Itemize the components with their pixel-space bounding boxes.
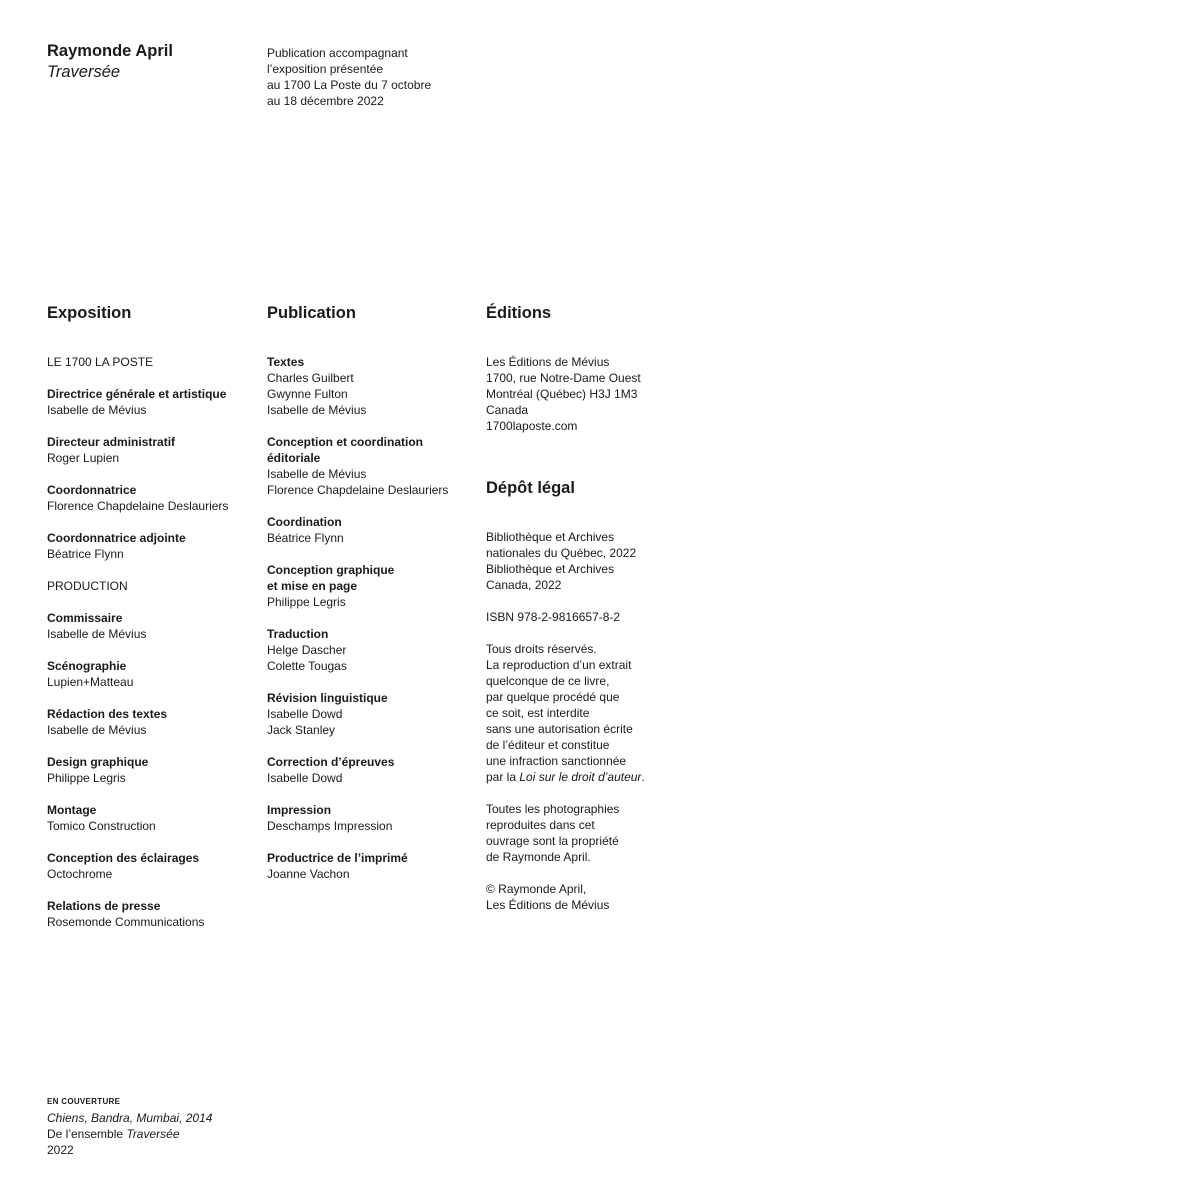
credit-name: Philippe Legris (47, 771, 126, 785)
address-line: Les Éditions de Mévius (486, 355, 610, 369)
isbn: ISBN 978-2-9816657-8-2 (486, 610, 621, 624)
credit-name: Isabelle de Mévius (47, 403, 147, 417)
credit-role: Traduction (267, 627, 329, 641)
library-line: Bibliothèque et Archives (486, 530, 615, 544)
credit-role: Conception et coordination (267, 435, 423, 449)
credit-name: Octochrome (47, 867, 113, 881)
credit-name: Florence Chapdelaine Deslauriers (47, 499, 229, 513)
credit-role: Relations de presse (47, 899, 161, 913)
depot-legal-text (486, 529, 686, 913)
credit-role: Productrice de l’imprimé (267, 851, 408, 865)
library-line: Canada, 2022 (486, 578, 562, 592)
credit-name: Jack Stanley (267, 723, 336, 737)
credit-role: Impression (267, 803, 332, 817)
cover-year: 2022 (47, 1143, 74, 1157)
credit-name: Isabelle de Mévius (47, 723, 147, 737)
credit-role: Montage (47, 803, 97, 817)
address-line: 1700, rue Notre-Dame Ouest (486, 371, 641, 385)
credit-name: Isabelle Dowd (267, 771, 343, 785)
credit-name: Isabelle de Mévius (267, 467, 367, 481)
cover-work-title: Chiens, Bandra, Mumbai, 2014 (47, 1111, 213, 1125)
cover-credit (47, 1094, 212, 1158)
rights-line: Tous droits réservés. (486, 642, 597, 656)
copyright-line: Les Éditions de Mévius (486, 898, 610, 912)
credit-role: Commissaire (47, 611, 123, 625)
credit-role: et mise en page (267, 579, 358, 593)
copyright-line: © Raymonde April, (486, 882, 587, 896)
credit-role: Directeur administratif (47, 435, 176, 449)
rights-line: ce soit, est interdite (486, 706, 590, 720)
credit-name: Charles Guilbert (267, 371, 354, 385)
publication-note-line: au 18 décembre 2022 (267, 94, 384, 108)
heading-depot-legal: Dépôt légal (486, 479, 575, 497)
credit-name: Rosemonde Communications (47, 915, 205, 929)
credit-role: Coordonnatrice adjointe (47, 531, 186, 545)
credit-role: Conception graphique (267, 563, 395, 577)
credit-name: Isabelle de Mévius (47, 627, 147, 641)
credit-role: éditoriale (267, 451, 321, 465)
credit-name: Deschamps Impression (267, 819, 393, 833)
credit-name: Isabelle de Mévius (267, 403, 367, 417)
credit-role: Révision linguistique (267, 691, 388, 705)
credit-name: Béatrice Flynn (47, 547, 124, 561)
credit-name: Roger Lupien (47, 451, 120, 465)
credit-role: Design graphique (47, 755, 149, 769)
library-line: nationales du Québec, 2022 (486, 546, 637, 560)
rights-prefix: par la (486, 770, 520, 784)
heading-editions: Éditions (486, 304, 552, 322)
rights-line: quelconque de ce livre, (486, 674, 610, 688)
photos-line: reproduites dans cet (486, 818, 595, 832)
website-link[interactable]: 1700laposte.com (486, 419, 578, 433)
book-title: Traversée (47, 63, 121, 81)
cover-label: EN COUVERTURE (47, 1097, 121, 1106)
section-label: LE 1700 LA POSTE (47, 355, 154, 369)
rights-line: La reproduction d’un extrait (486, 658, 632, 672)
credit-role: Textes (267, 355, 305, 369)
photos-line: de Raymonde April. (486, 850, 591, 864)
photos-line: Toutes les photographies (486, 802, 620, 816)
publication-note (267, 45, 467, 109)
rights-line: une infraction sanctionnée (486, 754, 627, 768)
credit-role: Directrice générale et artistique (47, 387, 227, 401)
publication-note-line: au 1700 La Poste du 7 octobre (267, 78, 432, 92)
law-title: Loi sur le droit d’auteur (519, 770, 642, 784)
credit-name: Florence Chapdelaine Deslauriers (267, 483, 449, 497)
exposition-credits (47, 354, 257, 930)
publication-credits (267, 354, 477, 882)
library-line: Bibliothèque et Archives (486, 562, 615, 576)
credit-role: Rédaction des textes (47, 707, 168, 721)
photos-line: ouvrage sont la propriété (486, 834, 619, 848)
credit-name: Tomico Construction (47, 819, 156, 833)
section-label: PRODUCTION (47, 579, 128, 593)
rights-suffix: . (641, 770, 645, 784)
credit-name: Gwynne Fulton (267, 387, 348, 401)
credit-role: Scénographie (47, 659, 127, 673)
rights-line: de l’éditeur et constitue (486, 738, 610, 752)
address-line: Canada (486, 403, 529, 417)
publication-note-line: l’exposition présentée (267, 62, 384, 76)
rights-line: sans une autorisation écrite (486, 722, 633, 736)
publication-note-line: Publication accompagnant (267, 46, 408, 60)
heading-publication: Publication (267, 304, 356, 322)
rights-line-last (486, 769, 686, 785)
credit-name: Béatrice Flynn (267, 531, 344, 545)
credit-role: Conception des éclairages (47, 851, 200, 865)
credit-name: Lupien+Matteau (47, 675, 134, 689)
credit-role: Correction d’épreuves (267, 755, 395, 769)
credit-name: Isabelle Dowd (267, 707, 343, 721)
rights-line: par quelque procédé que (486, 690, 620, 704)
author-name: Raymonde April (47, 42, 173, 60)
cover-series-title: Traversée (126, 1127, 180, 1141)
cover-series (47, 1126, 212, 1142)
heading-exposition: Exposition (47, 304, 132, 322)
address-line: Montréal (Québec) H3J 1M3 (486, 387, 638, 401)
credit-name: Colette Tougas (267, 659, 347, 673)
credit-name: Joanne Vachon (267, 867, 350, 881)
credit-role: Coordonnatrice (47, 483, 137, 497)
cover-series-prefix: De l’ensemble (47, 1127, 127, 1141)
editions-address (486, 354, 686, 434)
credit-role: Coordination (267, 515, 342, 529)
credit-name: Helge Dascher (267, 643, 347, 657)
credit-name: Philippe Legris (267, 595, 346, 609)
